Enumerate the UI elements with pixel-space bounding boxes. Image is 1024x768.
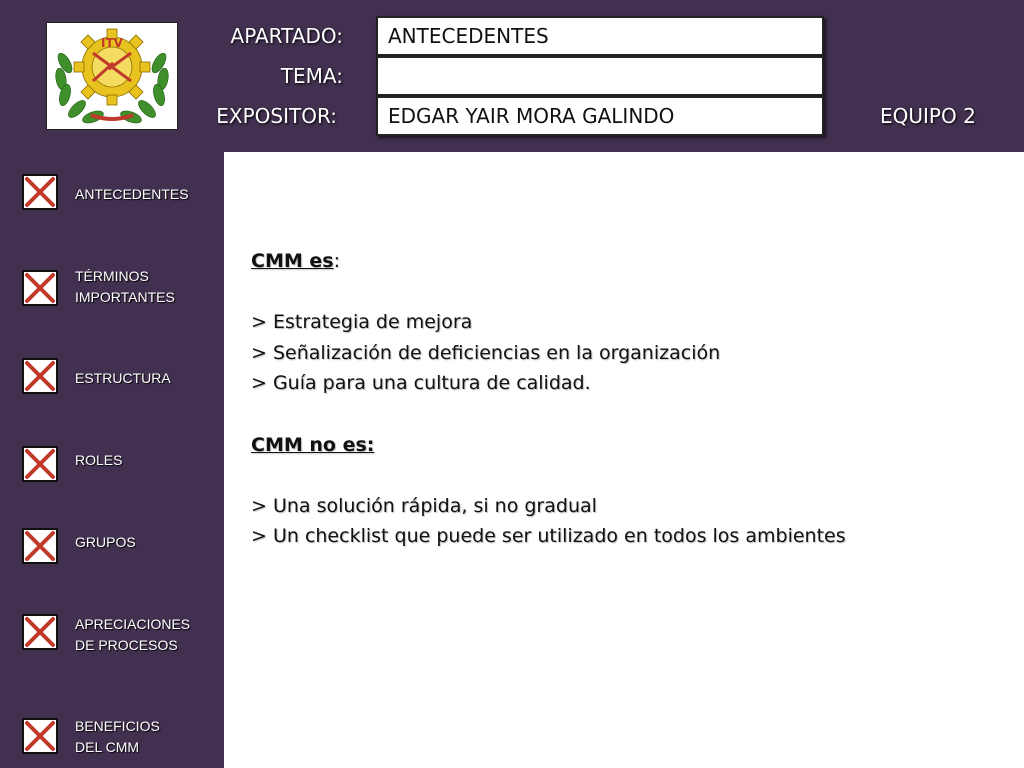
content-text bbox=[251, 246, 1011, 552]
spacer bbox=[251, 277, 1011, 308]
list-item: > Una solución rápida, si no gradual bbox=[251, 494, 597, 517]
header-bar bbox=[0, 0, 1024, 152]
list-item: > Guía para una cultura de calidad. bbox=[251, 372, 591, 395]
sidebar-item-terminos-importantes[interactable] bbox=[0, 266, 224, 312]
team-label: EQUIPO 2 bbox=[880, 104, 976, 128]
heading-cmm-no-es: CMM no es: bbox=[251, 433, 375, 456]
sidebar-nav bbox=[0, 152, 224, 768]
list-item: > Un checklist que puede ser utilizado en todos los ambientes bbox=[251, 525, 846, 548]
sidebar-item-label: GRUPOS bbox=[75, 534, 136, 550]
red-x-checkbox-icon[interactable] bbox=[22, 718, 58, 754]
sidebar-item-apreciaciones-de-procesos[interactable] bbox=[0, 614, 224, 660]
sidebar-item-label: TÉRMINOS IMPORTANTES bbox=[75, 268, 175, 305]
spacer bbox=[251, 399, 1011, 430]
heading-colon: : bbox=[333, 250, 340, 272]
sidebar-item-label: BENEFICIOS DEL CMM bbox=[75, 718, 160, 755]
tema-label: TEMA: bbox=[280, 64, 343, 88]
red-x-checkbox-icon[interactable] bbox=[22, 528, 58, 564]
red-x-checkbox-icon[interactable] bbox=[22, 174, 58, 210]
sidebar-item-roles[interactable] bbox=[0, 446, 224, 486]
sidebar-item-label: ANTECEDENTES bbox=[75, 186, 189, 202]
sidebar-item-label: ROLES bbox=[75, 452, 123, 468]
red-x-checkbox-icon[interactable] bbox=[22, 446, 58, 482]
heading-cmm-es bbox=[251, 246, 1011, 277]
apartado-field: ANTECEDENTES bbox=[376, 16, 824, 56]
sidebar-item-label: APRECIACIONES DE PROCESOS bbox=[75, 616, 191, 653]
slide-content bbox=[224, 152, 1024, 768]
red-x-checkbox-icon[interactable] bbox=[22, 270, 58, 306]
expositor-field: EDGAR YAIR MORA GALINDO bbox=[376, 96, 824, 136]
red-x-checkbox-icon[interactable] bbox=[22, 614, 58, 650]
sidebar-item-label: ESTRUCTURA bbox=[75, 370, 171, 386]
sidebar-item-beneficios-del-cmm[interactable] bbox=[0, 716, 224, 762]
spacer bbox=[251, 460, 1011, 491]
sidebar-item-estructura[interactable] bbox=[0, 358, 224, 398]
sidebar-item-antecedentes[interactable] bbox=[0, 172, 224, 212]
list-item: > Estrategia de mejora bbox=[251, 311, 473, 334]
red-x-checkbox-icon[interactable] bbox=[22, 358, 58, 394]
sidebar-item-grupos[interactable] bbox=[0, 526, 224, 566]
expositor-label: EXPOSITOR: bbox=[216, 104, 337, 128]
logo-text: ITV bbox=[101, 36, 123, 50]
apartado-label: APARTADO: bbox=[230, 24, 343, 48]
list-item: > Señalización de deficiencias en la organización bbox=[251, 341, 721, 364]
heading-cmm-es-text: CMM es bbox=[251, 250, 334, 272]
tema-field bbox=[376, 56, 824, 96]
